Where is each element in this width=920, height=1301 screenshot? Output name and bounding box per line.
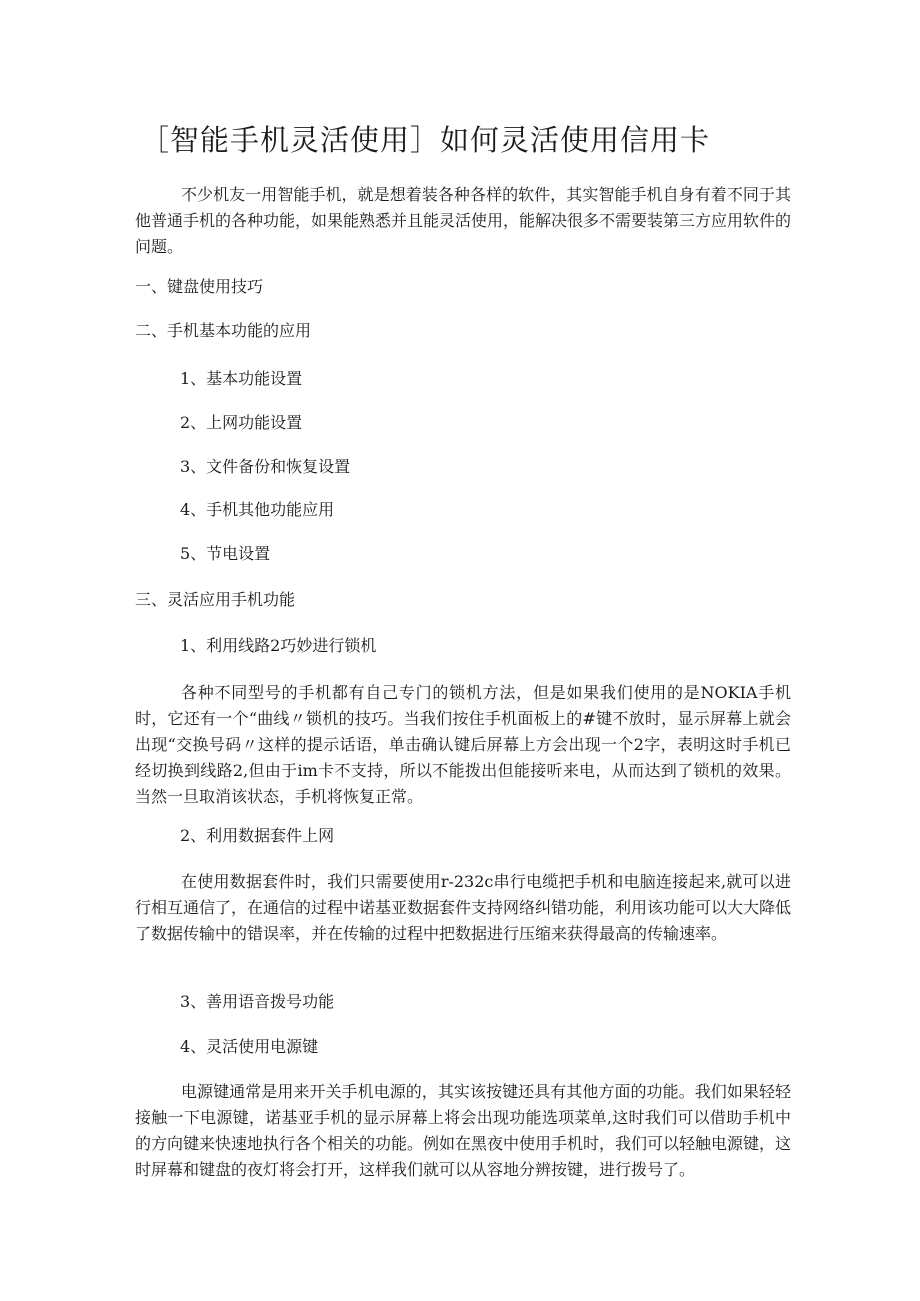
paragraph-data-suite: 在使用数据套件时，我们只需要使用r-232c串行电缆把手机和电脑连接起来,就可以进行相互通信了，在通信的过程中诺基亚数据套件支持网络纠错功能，利用该功能可以大大降低了数据传输中的错误率，并在传输的过程中把数据进行压缩来获得最高的传输速率。 [135,872,792,943]
list-item-power-saving: 5、节电设置 [180,544,271,563]
list-item-basic-settings: 1、基本功能设置 [180,369,303,388]
subheading-power-key: 4、灵活使用电源键 [180,1037,319,1056]
subheading-line2-lock: 1、利用线路2巧妙进行锁机 [180,636,377,655]
section-heading-keyboard: 一、键盘使用技巧 [135,277,264,296]
list-item-other-functions: 4、手机其他功能应用 [180,500,335,519]
section-heading-flexible-use: 三、灵活应用手机功能 [135,590,296,609]
subheading-data-suite: 2、利用数据套件上网 [180,826,335,845]
subheading-voice-dial: 3、善用语音拨号功能 [180,992,335,1011]
list-item-internet-settings: 2、上网功能设置 [180,413,303,432]
paragraph-power-key: 电源键通常是用来开关手机电源的，其实该按键还具有其他方面的功能。我们如果轻轻接触一下电源键，诺基亚手机的显示屏幕上将会出现功能选项菜单,这时我们可以借助手机中的方向键来快速地执行各个相关的功能。例如在黑夜中使用手机时，我们可以轻触电源键，这时屏幕和键盘的夜灯将会打开，这样我们就可以从容地分辨按键，进行拨号了。 [135,1082,792,1179]
section-heading-basic-functions: 二、手机基本功能的应用 [135,321,312,340]
paragraph-line2-lock: 各种不同型号的手机都有自己专门的锁机方法，但是如果我们使用的是NOKIA手机时，它还有一个“曲线〃锁机的技巧。当我们按住手机面板上的#键不放时，显示屏幕上就会出现“交换号码〃这样的提示话语，单击确认键后屏幕上方会出现一个2字，表明这时手机已经切换到线路2,但由于im卡不支持，所以不能拨出但能接听来电，从而达到了锁机的效果。当然一旦取消该状态，手机将恢复正常。 [135,683,791,806]
list-item-backup-settings: 3、文件备份和恢复设置 [180,457,351,476]
intro-paragraph: 不少机友一用智能手机，就是想着装各种各样的软件，其实智能手机自身有着不同于其他普通手机的各种功能，如果能熟悉并且能灵活使用，能解决很多不需要装第三方应用软件的问题。 [135,185,792,256]
document-title: ［智能手机灵活使用］如何灵活使用信用卡 [140,123,711,157]
